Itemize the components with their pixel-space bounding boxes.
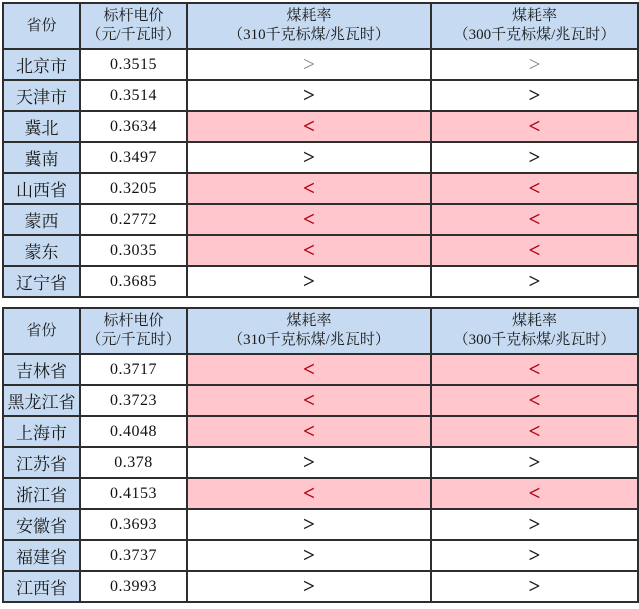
cmp-300-cell: > <box>431 49 638 80</box>
cmp-300-cell: > <box>431 142 638 173</box>
cmp-300-cell: > <box>431 509 638 540</box>
province-cell: 冀北 <box>3 111 80 142</box>
table-row <box>3 235 638 266</box>
province-cell: 山西省 <box>3 173 80 204</box>
province-cell: 江苏省 <box>3 447 80 478</box>
price-cell: 0.3717 <box>80 354 187 385</box>
table-row <box>3 111 638 142</box>
cmp-300-cell: < <box>431 478 638 509</box>
price-cell: 0.3737 <box>80 540 187 571</box>
header-cell-coal300 <box>431 3 638 49</box>
header-price-line2: （元/千瓦时） <box>86 27 181 43</box>
cmp-300-cell: < <box>431 204 638 235</box>
cmp-310-cell: < <box>187 354 431 385</box>
cmp-310-cell: > <box>187 142 431 173</box>
price-cell: 0.3035 <box>80 235 187 266</box>
province-cell: 安徽省 <box>3 509 80 540</box>
province-cell: 浙江省 <box>3 478 80 509</box>
province-cell: 吉林省 <box>3 354 80 385</box>
header-cell-price <box>80 3 187 49</box>
price-cell: 0.378 <box>80 447 187 478</box>
cmp-310-cell: < <box>187 111 431 142</box>
cmp-310-cell: < <box>187 235 431 266</box>
table-row <box>3 204 638 235</box>
province-cell: 江西省 <box>3 571 80 602</box>
province-cell: 黑龙江省 <box>3 385 80 416</box>
table-row <box>3 478 638 509</box>
price-cell: 0.3497 <box>80 142 187 173</box>
benchmark-price-table-east <box>2 307 639 603</box>
header-coal310-line2: （310千克标煤/兆瓦时） <box>228 332 390 348</box>
price-cell: 0.3693 <box>80 509 187 540</box>
table-row <box>3 49 638 80</box>
cmp-300-cell: < <box>431 354 638 385</box>
table-row <box>3 540 638 571</box>
header-price-line1: 标杆电价 <box>103 313 164 329</box>
table-row <box>3 447 638 478</box>
header-cell-coal310 <box>187 308 431 354</box>
province-cell: 天津市 <box>3 80 80 111</box>
benchmark-price-table-north <box>2 2 639 298</box>
cmp-300-cell: < <box>431 173 638 204</box>
table-row <box>3 266 638 297</box>
header-coal300-line1: 煤耗率 <box>511 313 557 329</box>
cmp-300-cell: > <box>431 80 638 111</box>
header-cell-price <box>80 308 187 354</box>
header-row <box>3 308 638 354</box>
price-cell: 0.3205 <box>80 173 187 204</box>
cmp-300-cell: < <box>431 111 638 142</box>
cmp-300-cell: > <box>431 447 638 478</box>
table-row <box>3 354 638 385</box>
price-cell: 0.4048 <box>80 416 187 447</box>
cmp-310-cell: < <box>187 385 431 416</box>
header-coal310-line1: 煤耗率 <box>286 313 332 329</box>
cmp-310-cell: > <box>187 509 431 540</box>
header-coal310-line2: （310千克标煤/兆瓦时） <box>228 27 390 43</box>
table-row <box>3 509 638 540</box>
table-row <box>3 416 638 447</box>
cmp-300-cell: > <box>431 266 638 297</box>
price-cell: 0.4153 <box>80 478 187 509</box>
cmp-310-cell: > <box>187 571 431 602</box>
header-cell-province: 省份 <box>3 308 80 354</box>
province-cell: 蒙东 <box>3 235 80 266</box>
header-coal300-line2: （300千克标煤/兆瓦时） <box>453 332 616 348</box>
cmp-310-cell: > <box>187 266 431 297</box>
province-cell: 蒙西 <box>3 204 80 235</box>
price-cell: 0.3723 <box>80 385 187 416</box>
price-cell: 0.3685 <box>80 266 187 297</box>
cmp-300-cell: < <box>431 416 638 447</box>
price-cell: 0.3993 <box>80 571 187 602</box>
cmp-310-cell: < <box>187 478 431 509</box>
cmp-300-cell: < <box>431 235 638 266</box>
price-cell: 0.2772 <box>80 204 187 235</box>
price-cell: 0.3514 <box>80 80 187 111</box>
header-cell-province: 省份 <box>3 3 80 49</box>
header-coal300-line1: 煤耗率 <box>511 8 557 24</box>
price-cell: 0.3634 <box>80 111 187 142</box>
table-row <box>3 80 638 111</box>
header-price-line1: 标杆电价 <box>103 8 164 24</box>
province-cell: 福建省 <box>3 540 80 571</box>
cmp-310-cell: > <box>187 540 431 571</box>
cmp-300-cell: > <box>431 571 638 602</box>
cmp-310-cell: > <box>187 80 431 111</box>
header-cell-coal310 <box>187 3 431 49</box>
cmp-310-cell: < <box>187 173 431 204</box>
table-row <box>3 571 638 602</box>
province-cell: 冀南 <box>3 142 80 173</box>
header-coal300-line2: （300千克标煤/兆瓦时） <box>453 27 616 43</box>
cmp-300-cell: > <box>431 540 638 571</box>
table-row <box>3 385 638 416</box>
cmp-310-cell: < <box>187 204 431 235</box>
cmp-310-cell: > <box>187 49 431 80</box>
cmp-300-cell: < <box>431 385 638 416</box>
price-cell: 0.3515 <box>80 49 187 80</box>
province-cell: 上海市 <box>3 416 80 447</box>
cmp-310-cell: < <box>187 416 431 447</box>
header-price-line2: （元/千瓦时） <box>86 332 181 348</box>
table-row <box>3 142 638 173</box>
header-row <box>3 3 638 49</box>
header-coal310-line1: 煤耗率 <box>286 8 332 24</box>
header-cell-coal300 <box>431 308 638 354</box>
cmp-310-cell: > <box>187 447 431 478</box>
province-cell: 辽宁省 <box>3 266 80 297</box>
province-cell: 北京市 <box>3 49 80 80</box>
table-row <box>3 173 638 204</box>
